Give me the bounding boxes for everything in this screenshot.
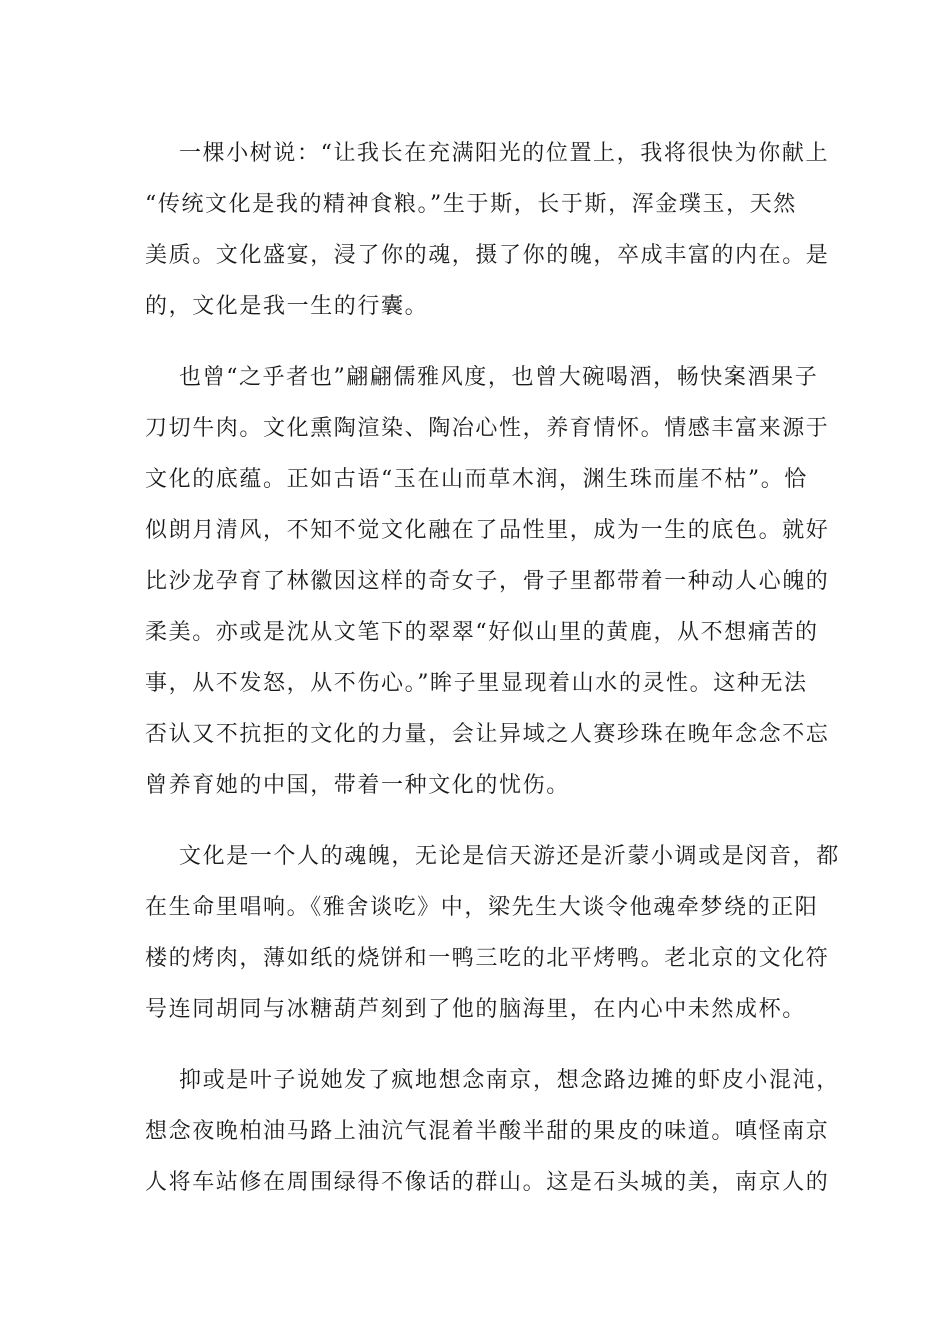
paragraph-line: 美质。文化盛宴，浸了你的魂，摄了你的魄，卒成丰富的内在。是: [145, 243, 830, 268]
paragraph-line: 文化是一个人的魂魄，无论是信天游还是沂蒙小调或是闵音，都: [179, 844, 840, 869]
paragraph-line: 比沙龙孕育了林徽因这样的奇女子，骨子里都带着一种动人心魄的: [145, 569, 830, 594]
paragraph-line: 在生命里唱响。《雅舍谈吃》中，梁先生大谈令他魂牵梦绕的正阳: [145, 895, 819, 920]
paragraph-line: 文化的底蕴。正如古语“玉在山而草木润，渊生珠而崖不枯”。恰: [145, 467, 808, 492]
paragraph-line: 曾养育她的中国，带着一种文化的忧伤。: [145, 773, 570, 798]
paragraph-line: 否认又不抗拒的文化的力量，会让异域之人赛珍珠在晚年念念不忘: [145, 722, 830, 747]
paragraph-line: 想念夜晚柏油马路上油沆气混着半酸半甜的果皮的味道。嗔怪南京: [145, 1119, 830, 1144]
paragraph-line: 楼的烤肉，薄如纸的烧饼和一鸭三吃的北平烤鸭。老北京的文化符: [145, 946, 830, 971]
paragraph-line: 号连同胡同与冰糖葫芦刻到了他的脑海里，在内心中未然成杯。: [145, 997, 806, 1022]
paragraph-line: 的，文化是我一生的行囊。: [145, 294, 429, 319]
paragraph-line: 似朗月清风，不知不觉文化融在了品性里，成为一生的底色。就好: [145, 518, 830, 543]
paragraph-4: [145, 1055, 840, 1208]
paragraph-line: “传统文化是我的精神食粮。”生于斯，长于斯，浑金璞玉，天然: [145, 192, 797, 217]
paragraph-line: 抑或是叶子说她发了疯地想念南京，想念路边摊的虾皮小混沌，: [179, 1068, 840, 1093]
paragraph-1: [145, 128, 830, 332]
paragraph-line: 刀切牛肉。文化熏陶渲染、陶冶心性，养育情怀。情感丰富来源于: [145, 416, 830, 441]
paragraph-line: 人将车站修在周围绿得不像话的群山。这是石头城的美，南京人的: [145, 1170, 830, 1195]
document-body: [145, 128, 840, 1228]
paragraph-2: [145, 352, 830, 811]
paragraph-line: 柔美。亦或是沈从文笔下的翠翠“好似山里的黄鹿，从不想痛苦的: [145, 620, 819, 645]
paragraph-line: 也曾“之乎者也”翩翩儒雅风度，也曾大碗喝酒，畅快案酒果子: [179, 365, 819, 390]
paragraph-line: 事，从不发怒，从不伤心。”眸子里显现着山水的灵性。这种无法: [145, 671, 808, 696]
paragraph-3: [145, 831, 840, 1035]
paragraph-line: 一棵小树说：“让我长在充满阳光的位置上，我将很快为你献上: [179, 141, 830, 166]
